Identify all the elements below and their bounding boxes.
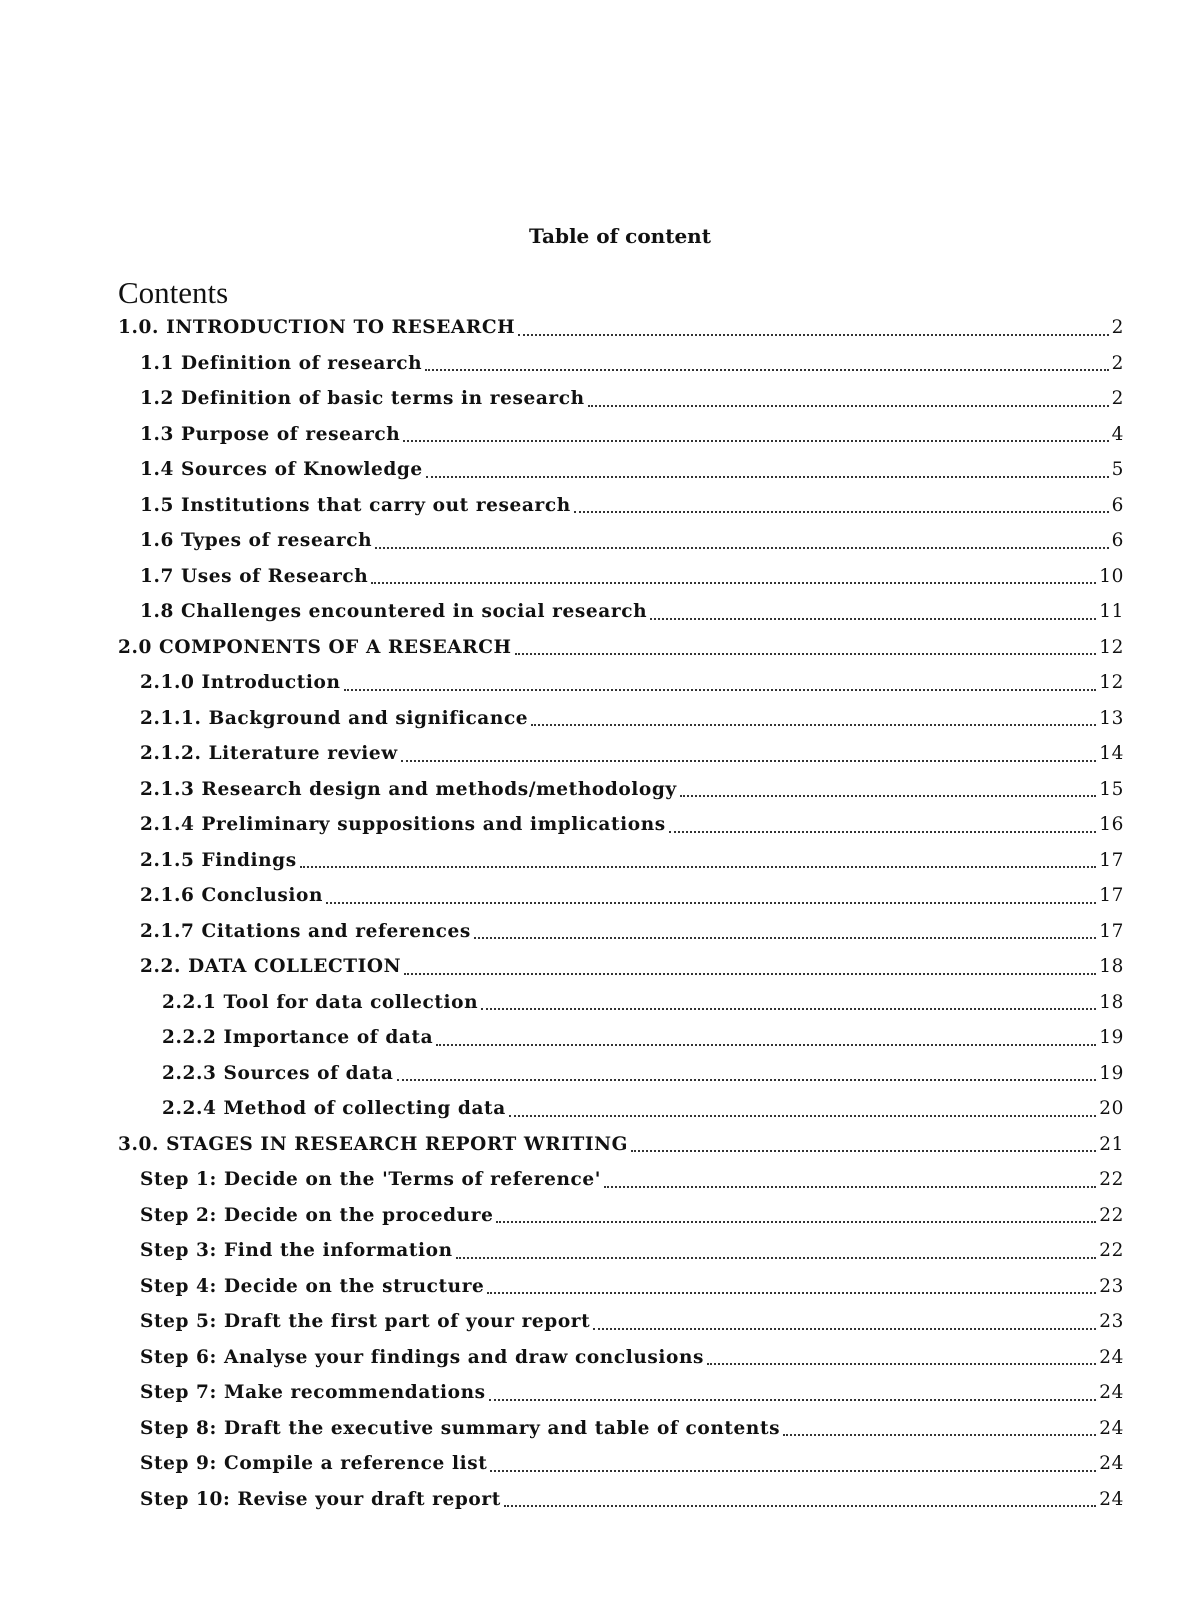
toc-entry-page-number: 21 xyxy=(1099,1133,1124,1155)
dot-leader xyxy=(481,1007,1096,1010)
toc-entry-label: Step 4: Decide on the structure xyxy=(140,1275,485,1297)
toc-entry-page-number: 22 xyxy=(1099,1240,1124,1261)
toc-entry[interactable] xyxy=(118,1269,1124,1305)
toc-entry-page-number: 17 xyxy=(1099,849,1124,871)
dot-leader xyxy=(593,1327,1096,1330)
toc-entry-label: Step 5: Draft the first part of your report xyxy=(140,1311,591,1332)
toc-entry-page-number: 22 xyxy=(1099,1169,1124,1190)
toc-entry[interactable] xyxy=(118,594,1124,630)
toc-entry-label: 2.1.3 Research design and methods/methodology xyxy=(140,778,677,800)
toc-entry[interactable] xyxy=(118,1127,1124,1163)
toc-entry-page-number: 16 xyxy=(1099,814,1124,835)
toc-entry-label: 2.2.4 Method of collecting data xyxy=(162,1098,506,1119)
dot-leader xyxy=(403,439,1108,442)
toc-entry-page-number: 24 xyxy=(1099,1382,1124,1403)
toc-entry[interactable] xyxy=(118,1411,1124,1447)
toc-entry[interactable] xyxy=(118,452,1124,488)
toc-entry-page-number: 10 xyxy=(1099,565,1124,587)
toc-entry-label: Step 1: Decide on the 'Terms of reference' xyxy=(140,1169,601,1190)
toc-entry[interactable] xyxy=(118,772,1124,808)
toc-entry-label: 2.2. DATA COLLECTION xyxy=(140,956,402,977)
toc-entry[interactable] xyxy=(118,1056,1124,1092)
toc-entry-page-number: 24 xyxy=(1099,1346,1124,1368)
toc-entry-page-number: 2 xyxy=(1111,317,1124,338)
dot-leader xyxy=(631,1149,1096,1152)
toc-entry-label: 1.3 Purpose of research xyxy=(140,423,401,445)
dot-leader xyxy=(783,1433,1096,1436)
dot-leader xyxy=(375,546,1108,549)
toc-entry[interactable] xyxy=(118,1482,1124,1518)
toc-entry-label: 1.7 Uses of Research xyxy=(140,565,369,587)
toc-entry-page-number: 19 xyxy=(1099,1027,1124,1048)
toc-entry-label: 1.4 Sources of Knowledge xyxy=(140,459,423,480)
dot-leader xyxy=(397,1078,1097,1081)
toc-entry-page-number: 6 xyxy=(1111,494,1124,516)
dot-leader xyxy=(456,1256,1097,1259)
dot-leader xyxy=(404,972,1096,975)
dot-leader xyxy=(436,1043,1096,1046)
toc-entry[interactable] xyxy=(118,1304,1124,1340)
toc-entry[interactable] xyxy=(118,701,1124,737)
toc-entry-page-number: 4 xyxy=(1111,423,1124,445)
toc-entry-page-number: 15 xyxy=(1099,778,1124,800)
dot-leader xyxy=(489,1398,1097,1401)
toc-entry-label: 1.2 Definition of basic terms in research xyxy=(140,388,585,409)
toc-entry-page-number: 2 xyxy=(1111,388,1124,409)
toc-entry-page-number: 18 xyxy=(1099,991,1124,1013)
toc-entry-page-number: 18 xyxy=(1099,956,1124,977)
toc-entry[interactable] xyxy=(118,843,1124,879)
toc-entry[interactable] xyxy=(118,310,1124,346)
toc-entry[interactable] xyxy=(118,1162,1124,1198)
toc-entry-label: 2.0 COMPONENTS OF A RESEARCH xyxy=(118,636,512,658)
dot-leader xyxy=(680,794,1097,797)
toc-entry-label: 1.1 Definition of research xyxy=(140,352,423,374)
toc-entry[interactable] xyxy=(118,736,1124,772)
dot-leader xyxy=(344,688,1097,691)
toc-entry[interactable] xyxy=(118,949,1124,985)
dot-leader xyxy=(490,1469,1096,1472)
toc-entry[interactable] xyxy=(118,1446,1124,1482)
toc-entry-page-number: 24 xyxy=(1099,1453,1124,1474)
toc-entry[interactable] xyxy=(118,914,1124,950)
toc-entry-label: 2.2.2 Importance of data xyxy=(162,1027,434,1048)
dot-leader xyxy=(707,1362,1096,1365)
toc-entry-page-number: 24 xyxy=(1099,1488,1124,1510)
toc-entry-label: Step 8: Draft the executive summary and table of contents xyxy=(140,1417,781,1439)
toc-entry[interactable] xyxy=(118,1198,1124,1234)
toc-entry-label: 2.2.1 Tool for data collection xyxy=(162,991,479,1013)
dot-leader xyxy=(425,368,1108,371)
document-title: Table of content xyxy=(529,224,711,248)
toc-entry-label: 2.1.1. Background and significance xyxy=(140,707,529,729)
toc-entry-label: 2.1.6 Conclusion xyxy=(140,885,324,906)
dot-leader xyxy=(509,1114,1096,1117)
toc-entry[interactable] xyxy=(118,346,1124,382)
contents-heading: Contents xyxy=(118,275,229,310)
dot-leader xyxy=(474,936,1096,939)
dot-leader xyxy=(531,723,1096,726)
dot-leader xyxy=(504,1504,1096,1507)
toc-entry-page-number: 6 xyxy=(1111,530,1124,551)
toc-entry-page-number: 20 xyxy=(1099,1098,1124,1119)
toc-entry-label: 2.2.3 Sources of data xyxy=(162,1062,394,1084)
toc-entry-page-number: 23 xyxy=(1099,1275,1124,1297)
toc-entry[interactable] xyxy=(118,1233,1124,1269)
toc-entry[interactable] xyxy=(118,381,1124,417)
dot-leader xyxy=(401,759,1096,762)
toc-entry-label: 2.1.5 Findings xyxy=(140,849,297,871)
toc-entry[interactable] xyxy=(118,630,1124,666)
dot-leader xyxy=(371,581,1096,584)
toc-entry-page-number: 5 xyxy=(1111,459,1124,480)
toc-entry[interactable] xyxy=(118,523,1124,559)
toc-entry-label: 1.0. INTRODUCTION TO RESEARCH xyxy=(118,317,516,338)
toc-entry-label: 1.5 Institutions that carry out research xyxy=(140,494,571,516)
dot-leader xyxy=(588,404,1109,407)
toc-entry-label: 2.1.4 Preliminary suppositions and implications xyxy=(140,814,666,835)
dot-leader xyxy=(574,510,1109,513)
toc-entry[interactable] xyxy=(118,878,1124,914)
toc-entry-page-number: 23 xyxy=(1099,1311,1124,1332)
dot-leader xyxy=(669,830,1096,833)
dot-leader xyxy=(515,652,1097,655)
toc-entry-page-number: 12 xyxy=(1099,636,1124,658)
toc-entry[interactable] xyxy=(118,559,1124,595)
toc-entry-label: 1.8 Challenges encountered in social research xyxy=(140,601,648,622)
dot-leader xyxy=(426,475,1109,478)
dot-leader xyxy=(518,333,1108,336)
toc-entry-page-number: 17 xyxy=(1099,885,1124,906)
toc-entry-label: Step 7: Make recommendations xyxy=(140,1382,486,1403)
dot-leader xyxy=(300,865,1097,868)
toc-entry-page-number: 24 xyxy=(1099,1417,1124,1439)
dot-leader xyxy=(650,617,1096,620)
toc-entry-page-number: 19 xyxy=(1099,1062,1124,1084)
dot-leader xyxy=(487,1291,1096,1294)
toc-entry[interactable] xyxy=(118,1020,1124,1056)
toc-entry-label: 2.1.7 Citations and references xyxy=(140,920,471,942)
dot-leader xyxy=(604,1185,1096,1188)
toc-entry[interactable] xyxy=(118,417,1124,453)
toc-entry[interactable] xyxy=(118,985,1124,1021)
toc-entry-label: Step 3: Find the information xyxy=(140,1240,453,1261)
dot-leader xyxy=(496,1220,1096,1223)
toc-entry-page-number: 17 xyxy=(1099,920,1124,942)
toc-entry-page-number: 12 xyxy=(1099,672,1124,693)
table-of-contents xyxy=(118,310,1124,1517)
toc-entry-page-number: 22 xyxy=(1099,1204,1124,1226)
toc-entry[interactable] xyxy=(118,1091,1124,1127)
toc-entry[interactable] xyxy=(118,807,1124,843)
toc-entry-label: 1.6 Types of research xyxy=(140,530,373,551)
toc-entry-label: 2.1.0 Introduction xyxy=(140,672,341,693)
toc-entry-label: Step 9: Compile a reference list xyxy=(140,1453,488,1474)
toc-entry-label: 2.1.2. Literature review xyxy=(140,743,398,764)
toc-entry-page-number: 13 xyxy=(1099,707,1124,729)
toc-entry[interactable] xyxy=(118,1340,1124,1376)
toc-entry[interactable] xyxy=(118,665,1124,701)
toc-entry-label: 3.0. STAGES IN RESEARCH REPORT WRITING xyxy=(118,1133,629,1155)
toc-entry[interactable] xyxy=(118,1375,1124,1411)
toc-entry-page-number: 11 xyxy=(1099,601,1124,622)
toc-entry-label: Step 10: Revise your draft report xyxy=(140,1488,501,1510)
toc-entry[interactable] xyxy=(118,488,1124,524)
dot-leader xyxy=(326,901,1096,904)
toc-entry-page-number: 2 xyxy=(1111,352,1124,374)
toc-entry-label: Step 2: Decide on the procedure xyxy=(140,1204,494,1226)
toc-entry-page-number: 14 xyxy=(1099,743,1124,764)
toc-entry-label: Step 6: Analyse your findings and draw conclusions xyxy=(140,1346,705,1368)
